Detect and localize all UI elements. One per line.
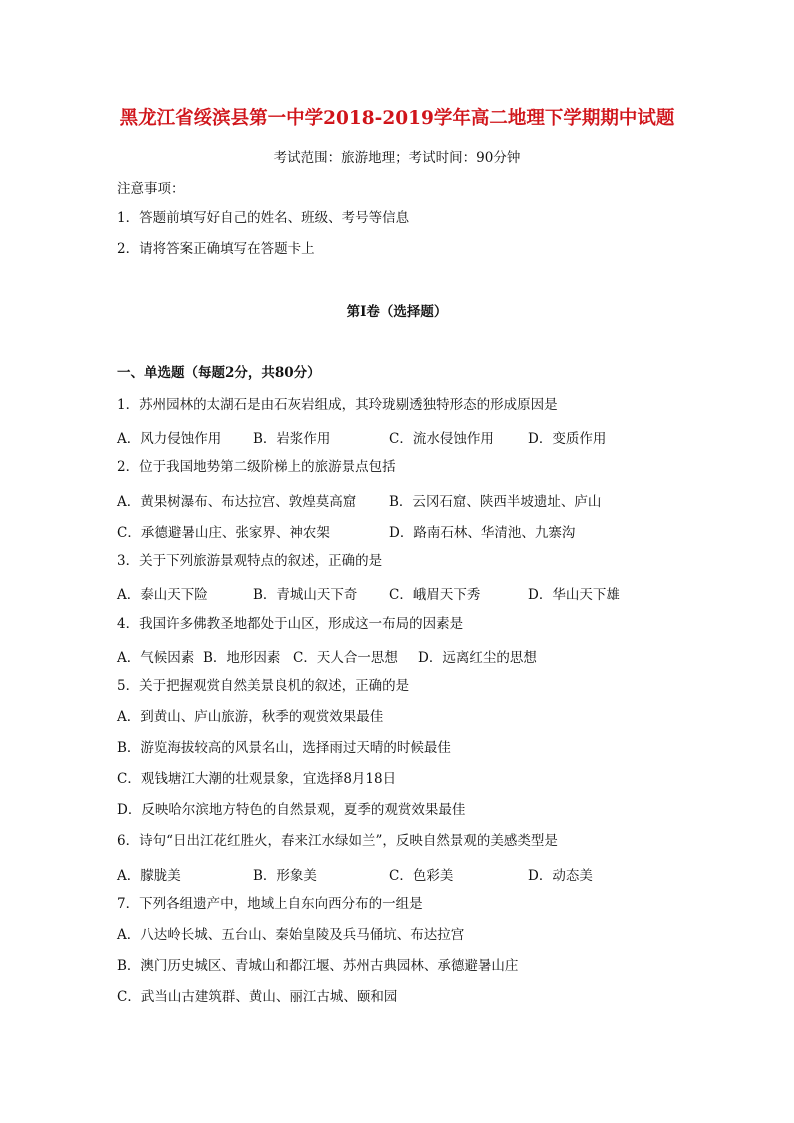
question-stem: 1．苏州园林的太湖石是由石灰岩组成，其玲珑剔透独特形态的形成原因是: [117, 397, 558, 413]
option-a: A．泰山天下险: [117, 587, 208, 603]
section-title: 第I卷（选择题）: [346, 304, 448, 320]
option-b: B．青城山天下奇: [253, 587, 358, 603]
question-stem: 5．关于把握观赏自然美景良机的叙述，正确的是: [117, 678, 410, 694]
option-a: A．朦胧美: [117, 868, 181, 884]
question-stem: 6．诗句“日出江花红胜火，春来江水绿如兰”，反映自然景观的美感类型是: [117, 833, 558, 849]
option-b: B．云冈石窟、陕西半坡遗址、庐山: [389, 494, 602, 510]
note-item: 2．请将答案正确填写在答题卡上: [117, 241, 315, 257]
option-a: A．气候因素: [117, 650, 195, 666]
option-b: B．形象美: [253, 868, 317, 884]
option-d: D．反映哈尔滨地方特色的自然景观，夏季的观赏效果最佳: [117, 802, 466, 818]
question-stem: 2．位于我国地势第二级阶梯上的旅游景点包括: [117, 459, 396, 475]
option-b: B．岩浆作用: [253, 431, 331, 447]
option-c: C．峨眉天下秀: [389, 587, 481, 603]
option-c: C．承德避暑山庄、张家界、神农架: [117, 525, 330, 541]
question-stem: 7．下列各组遗产中，地域上自东向西分布的一组是: [117, 896, 423, 912]
option-d: D．路南石林、华清池、九寨沟: [389, 525, 576, 541]
option-a: A．到黄山、庐山旅游，秋季的观赏效果最佳: [117, 709, 384, 725]
note-item: 1．答题前填写好自己的姓名、班级、考号等信息: [117, 210, 410, 226]
option-a: A．黄果树瀑布、布达拉宫、敦煌莫高窟: [117, 494, 357, 510]
option-d: D．华山天下雄: [528, 587, 620, 603]
option-c: C．武当山古建筑群、黄山、丽江古城、颐和园: [117, 989, 398, 1005]
option-d: D．远离红尘的思想: [418, 650, 537, 666]
exam-title: 黑龙江省绥滨县第一中学2018-2019学年高二地理下学期期中试题: [119, 108, 675, 129]
option-c: C．天人合一思想: [293, 650, 398, 666]
option-b: B．游览海拔较高的风景名山，选择雨过天晴的时候最佳: [117, 740, 451, 756]
part-heading: 一、单选题（每题2分，共80分）: [117, 365, 321, 381]
option-a: A．风力侵蚀作用: [117, 431, 222, 447]
option-a: A．八达岭长城、五台山、秦始皇陵及兵马俑坑、布达拉宫: [117, 927, 465, 943]
question-stem: 3．关于下列旅游景观特点的叙述，正确的是: [117, 553, 383, 569]
option-c: C．色彩美: [389, 868, 454, 884]
option-d: D．动态美: [528, 868, 593, 884]
question-stem: 4．我国许多佛教圣地都处于山区，形成这一布局的因素是: [117, 616, 464, 632]
option-b: B．澳门历史城区、青城山和都江堰、苏州古典园林、承德避暑山庄: [117, 958, 519, 974]
option-b: B．地形因素: [203, 650, 281, 666]
option-c: C．流水侵蚀作用: [389, 431, 494, 447]
option-d: D．变质作用: [528, 431, 607, 447]
option-c: C．观钱塘江大潮的壮观景象，宜选择8月18日: [117, 771, 397, 787]
exam-subtitle: 考试范围：旅游地理；考试时间：90分钟: [273, 150, 521, 166]
notes-heading: 注意事项：: [117, 181, 185, 197]
